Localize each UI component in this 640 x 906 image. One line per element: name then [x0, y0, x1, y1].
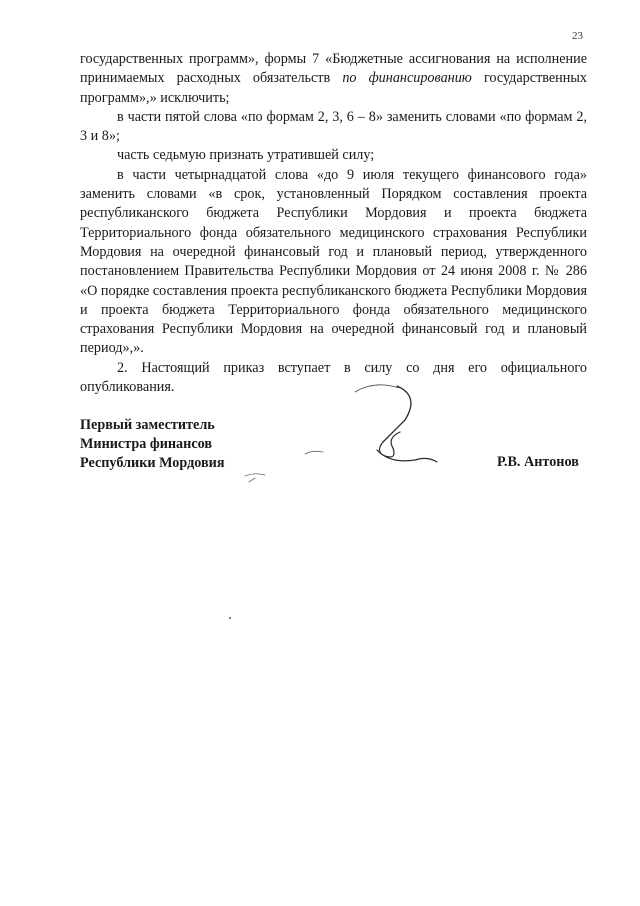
- paragraph-4: в части четырнадцатой слова «до 9 июля текущего финансового года» заменить словами «в срок, установленный Порядком составления проекта республиканского бюджета Республики Мордовия и проекта бюджета Территориального фонда обязательного медицинского страхования Республики Мордовия на очередной финансовый год и плановый период, утвержденного постановлением Правительства Республики Мордовия от 24 июня 2008 г. № 286 «О порядке составления проекта республиканского бюджета Республики Мордовия и проекта бюджета Территориального фонда обязательного медицинского страхования Республики Мордовия на очередной финансовый год и плановый период»,».: [80, 166, 587, 357]
- paragraph-1-text-after: государственных программ»,» исключить;: [80, 70, 587, 106]
- handwritten-signature: [215, 372, 445, 492]
- page-number: 23: [572, 30, 583, 42]
- signer-title-line-1: Первый заместитель: [80, 417, 215, 433]
- paragraph-1-text-before: государственных программ», формы 7 «Бюджетные ассигнования на исполнение принимаемых расходных обязательств: [80, 51, 587, 87]
- paragraph-5: 2. Настоящий приказ вступает в силу со дня его официального опубликования.: [80, 359, 587, 396]
- paragraph-1: [80, 50, 587, 108]
- signer-title-line-3: Республики Мордовия: [80, 455, 225, 471]
- paragraph-1-italic-text: по финансированию: [342, 70, 472, 87]
- document-body: [80, 50, 587, 397]
- signer-title-line-2: Министра финансов: [80, 436, 213, 452]
- scan-speck: [229, 617, 231, 619]
- signer-name: Р.В. Антонов: [497, 454, 579, 470]
- paragraph-3: часть седьмую признать утратившей силу;: [117, 147, 375, 164]
- paragraph-2: в части пятой слова «по формам 2, 3, 6 – 8» заменить словами «по формам 2, 3 и 8»;: [80, 108, 587, 145]
